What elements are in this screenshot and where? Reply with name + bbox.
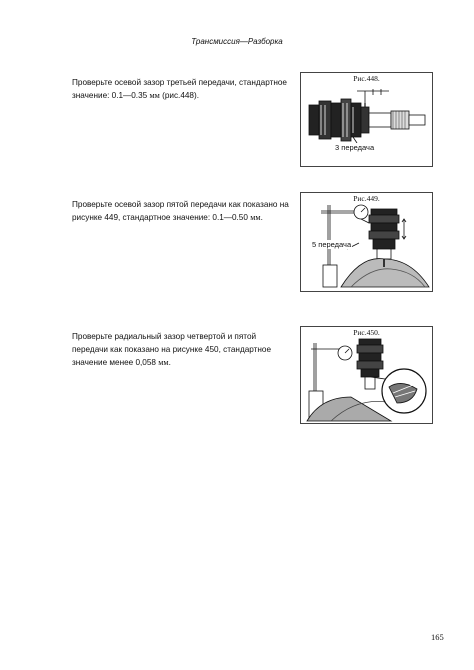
paragraph-text: Проверьте осевой зазор третьей передачи, стандартное значение: 0.1—0.35 bbox=[72, 78, 287, 100]
running-header: Трансмиссия—Разборка bbox=[191, 37, 283, 46]
figure-448 bbox=[300, 72, 433, 167]
figure-caption: Рис.450. bbox=[353, 328, 380, 337]
unit-mm: мм bbox=[149, 91, 160, 100]
paragraph-fifth-gear-axial-clearance bbox=[72, 198, 294, 224]
paragraph-radial-clearance bbox=[72, 330, 294, 369]
figure-caption: Рис.449. bbox=[353, 194, 380, 203]
figure-label: 5 передача bbox=[312, 240, 352, 249]
paragraph-tail: . bbox=[260, 213, 263, 222]
figure-449 bbox=[300, 192, 433, 292]
page-number: 165 bbox=[431, 632, 444, 642]
gear-shaft-illustration bbox=[301, 73, 432, 166]
paragraph-tail: . bbox=[168, 358, 171, 367]
figure-450 bbox=[300, 326, 433, 424]
paragraph-third-gear-axial-clearance bbox=[72, 76, 294, 102]
figure-label: 3 передача bbox=[335, 143, 375, 152]
figure-caption: Рис.448. bbox=[353, 74, 380, 83]
paragraph-text: Проверьте радиальный зазор четвертой и пятой передачи как показано на рисунке 450, стандартное значение менее 0,058 bbox=[72, 332, 272, 367]
unit-mm: мм bbox=[158, 358, 169, 367]
unit-mm: мм bbox=[250, 213, 261, 222]
paragraph-text: Проверьте осевой зазор пятой передачи как показано на рисунке 449, стандартное значение: 0.1—0.50 bbox=[72, 200, 289, 222]
radial-check-illustration bbox=[301, 327, 432, 423]
paragraph-tail: (рис.448). bbox=[159, 91, 199, 100]
